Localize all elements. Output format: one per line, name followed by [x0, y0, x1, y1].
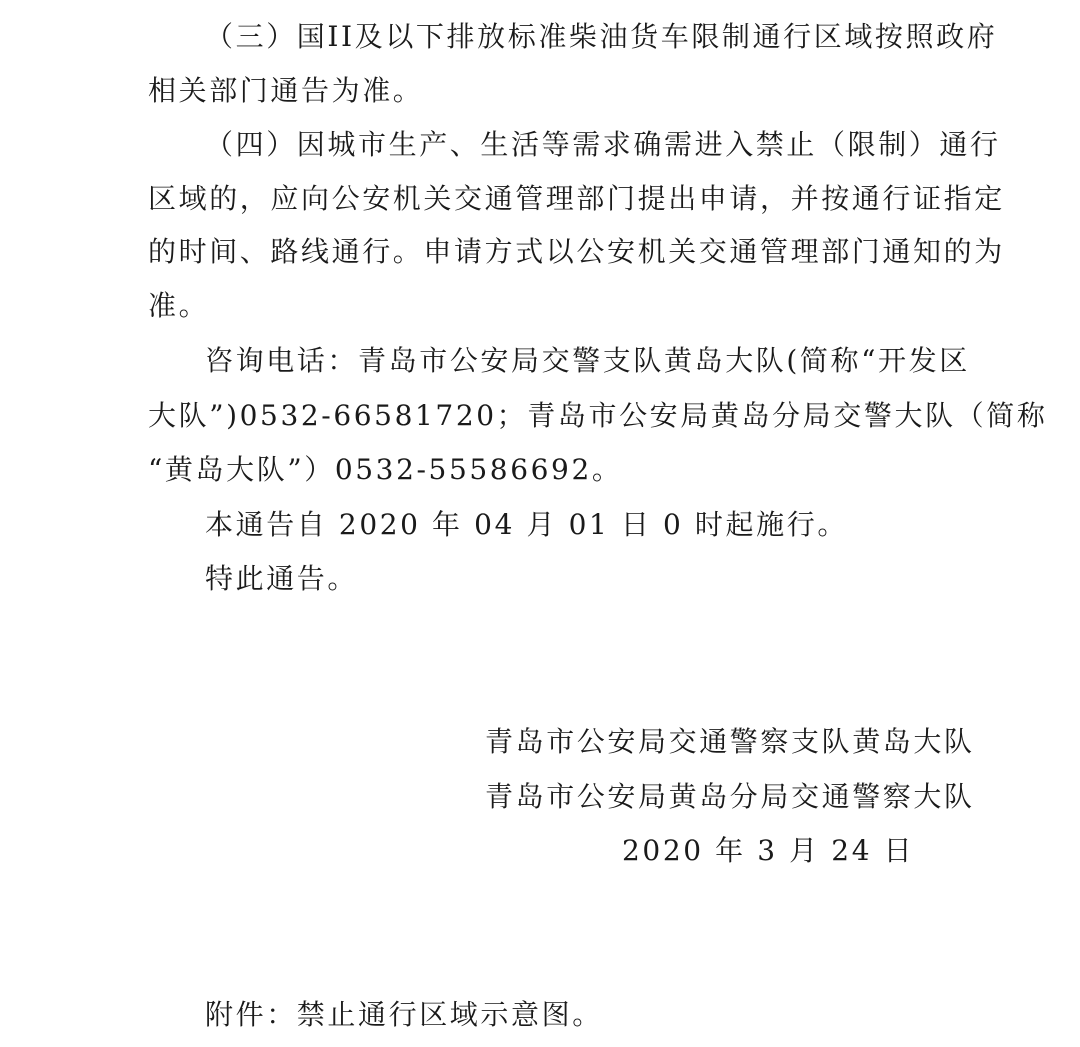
paragraph-item4-line1: （四）因城市生产、生活等需求确需进入禁止（限制）通行: [205, 128, 1001, 161]
effective-date-statement: 本通告自 2020 年 04 月 01 日 0 时起施行。: [205, 508, 848, 541]
issuer-1: 青岛市公安局交通警察支队黄岛大队: [485, 725, 975, 758]
issuer-2: 青岛市公安局黄岛分局交通警察大队: [485, 780, 975, 813]
paragraph-item3-line2: 相关部门通告为准。: [148, 74, 424, 107]
attachment-note: 附件：禁止通行区域示意图。: [205, 998, 603, 1031]
consult-phone-line1: 咨询电话：青岛市公安局交警支队黄岛大队(简称“开发区: [205, 344, 970, 377]
paragraph-item4-line2: 区域的，应向公安机关交通管理部门提出申请，并按通行证指定: [148, 182, 1005, 215]
issue-date: 2020 年 3 月 24 日: [622, 834, 915, 867]
consult-phone-line2: 大队”)0532-66581720；青岛市公安局黄岛分局交警大队（简称: [148, 399, 1048, 432]
consult-phone-line3: “黄岛大队”）0532-55586692。: [148, 453, 623, 486]
paragraph-item3-line1: （三）国II及以下排放标准柴油货车限制通行区域按照政府: [205, 20, 998, 53]
closing-statement: 特此通告。: [205, 562, 359, 595]
paragraph-item4-line4: 准。: [148, 289, 210, 322]
paragraph-item4-line3: 的时间、路线通行。申请方式以公安机关交通管理部门通知的为: [148, 235, 1005, 268]
